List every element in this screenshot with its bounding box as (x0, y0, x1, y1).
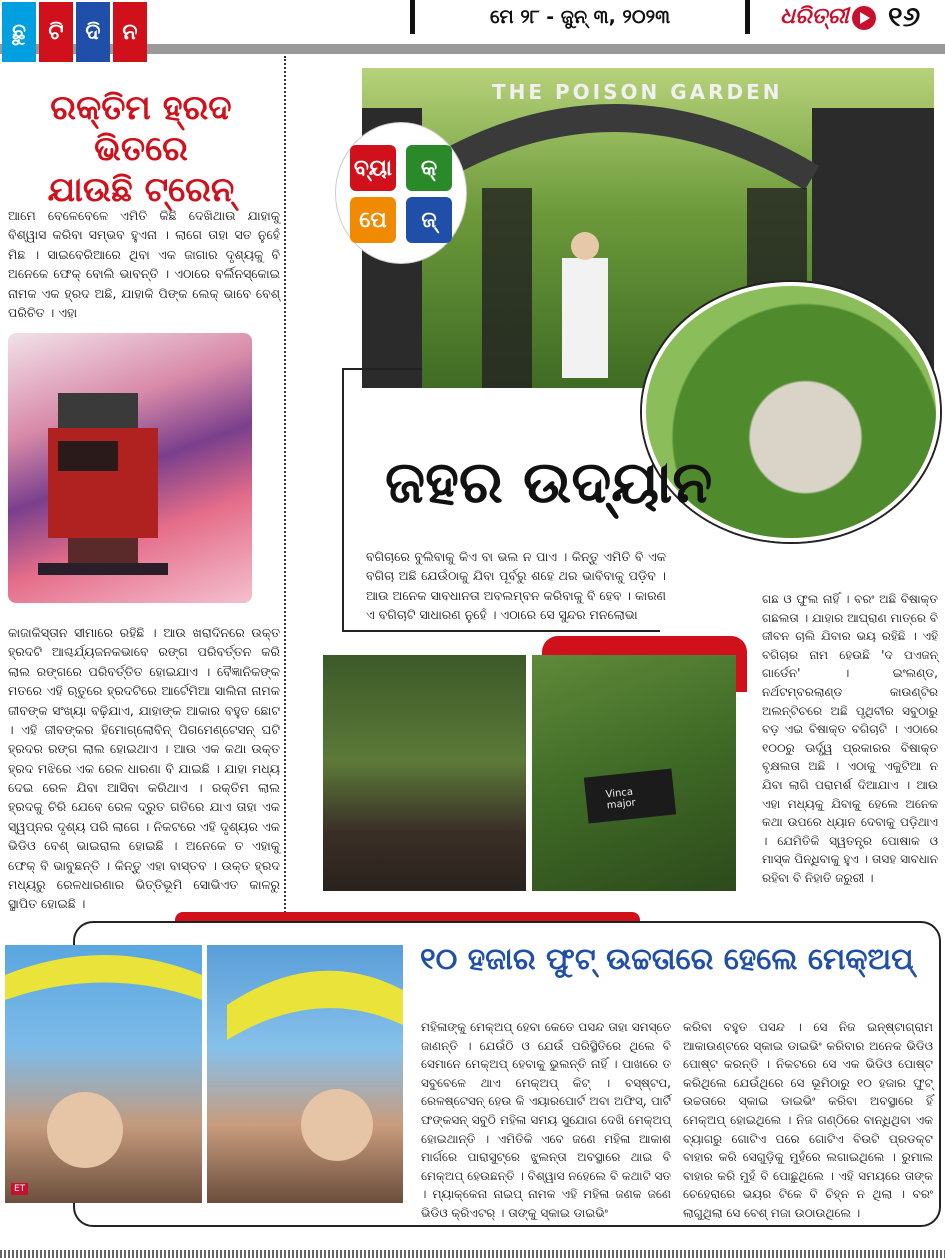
parachute-illustration-2 (207, 945, 403, 1203)
headline-rule-bottom (342, 630, 660, 632)
poison-garden-intro: ବଗିଚାରେ ବୁଲିବାକୁ କିଏ ବା ଭଲ ନ ପାଏ । କିନ୍ତୁ ଏମିତି ବି ଏକ ବଗିଚା ଅଛି ଯେଉଁଠାକୁ ଯିବା ପୂର୍ବରୁ ଶହେ ଥର ଭାବିବାକୁ ପଡ଼ିବ । ଆଉ ଅନେକ ସାବଧାନତା ଅବଲମ୍ବନ କରିବାକୁ ବି ହେବ । କାରଣ ଏ ବଗିଚାଟି ସାଧାରଣ ନୁହେଁ । ଏଠାରେ ସେ ସୁନ୍ଦର ମନଲୋଭା (366, 549, 666, 623)
page-number: ୧୬ (888, 0, 921, 33)
headline-rule-vertical (342, 368, 344, 632)
badge-tile-1: ବ୍ୟା (350, 145, 396, 191)
badge-tile-2: କ୍ (406, 145, 452, 191)
poison-garden-sign: THE POISON GARDEN (492, 80, 783, 104)
photo-credit: ET (11, 1183, 28, 1195)
brand-logo: ଧରିତ୍ରୀ (780, 4, 849, 29)
badge-tile-3: ପେ (350, 197, 396, 243)
parachute-illustration-1 (5, 945, 202, 1203)
section-tile-2: ଟି (39, 2, 73, 62)
skydiver-photo-1 (5, 945, 202, 1203)
left-headline-line2: ଯାଉଛି ଟ୍ରେନ୍ (47, 169, 235, 210)
skydiver-photo-2 (207, 945, 403, 1203)
makeup-col-2: କରିବା ବହୁତ ପସନ୍ଦ । ସେ ନିଜ ଇନ୍‌ଷ୍ଟାଗ୍ରାମ ଆକାଉଣ୍ଟରେ ସ୍କାଇ ଡାଇଭିଂ କରିବାର ଅନେକ ଭିଡିଓ ପୋଷ୍ଟ କରନ୍ତି । ନିକଟରେ ସେ ଏକ ଭିଡିଓ ପୋଷ୍ଟ କରିଥିଲେ ଯେଉଁଥିରେ ସେ ଭୂମିଠାରୁ ୧୦ ହଜାର ଫୁଟ୍ ଉଚ୍ଚତାରେ ସ୍କାଇ ଡାଇଭିଂ କରିବା ଅବସ୍ଥାରେ ହିଁ ମେକ୍‌ଅପ୍ ହୋଇଥିଲେ । ନିଜ ଗଣ୍ଠିରେ ବାନ୍ଧିଥିବା ଏକ ବ୍ୟାଗରୁ ଗୋଟିଏ ପରେ ଗୋଟିଏ ବିଉଟି ପ୍ରଡକ୍ଟ ବାହାର କରି ସେଗୁଡ଼ିକୁ ମୁହଁରେ ଲଗାଇଥିଲେ । ରୁମାଲ ବାହାର କରି ମୁହଁ ବି ପୋଛୁଥିଲେ । ଏହି ସମୟରେ ତାଙ୍କ ଚେହେରାରେ ଭୟର ଟିକେ ବି ଚିହ୍ନ ନ ଥିଲା । ବରଂ ଲାଗୁଥିଲା ସେ ବେଶ୍ ମଜା ଉଠାଉଥିଲେ । (683, 1020, 933, 1220)
section-tile-3: ଦି (76, 2, 110, 62)
plant-label-line2: major (606, 797, 637, 812)
footer-stripe (0, 1250, 945, 1258)
column-divider (284, 56, 286, 916)
play-icon (852, 6, 876, 30)
back-page-badge (335, 122, 467, 264)
section-tile-4: ନ (113, 2, 147, 62)
left-headline-line1: ରକ୍ତିମ ହ୍ରଦ ଭିତରେ (50, 88, 232, 169)
left-headline (4, 88, 278, 210)
plant-label-line1: Vinca (605, 786, 634, 801)
plant-label-sign (584, 769, 676, 824)
headline-rule-top (342, 368, 422, 370)
pink-lake-train-photo (8, 333, 252, 603)
poison-garden-continuation: ଗଛ ଓ ଫୁଲ ନାହିଁ । ବରଂ ଅଛି ବିଷାକ୍ତ ଗଛଲତା । ଯାହାର ଆଘ୍ରାଣ ମାତ୍ରେ ବି ଜୀବନ ଚାଲି ଯିବାର ଭୟ ରହିଛି । ଏହି ବଗିଚାର ନାମ ହେଉଛି 'ଦ ପଏଜନ୍ ଗାର୍ଡେନ' । ଇଂଲଣ୍ଡ, ନର୍ଥଟମ୍ବରଲାଣ୍ଡ କାଉଣ୍ଟିର ଅଲନ୍ଟିଚରେ ଅଛି ପୃଥିବୀର ସବୁଠାରୁ ବଡ଼ ଏଇ ବିଷାକ୍ତ ବଗିଚାଟି । ଏଠାରେ ୧୦୦ରୁ ଊର୍ଦ୍ଧ୍ୱ ପ୍ରକାରର ବିଷାକ୍ତ ବୃକ୍ଷଲତା ଅଛି । ଏଠାକୁ ଏକୁଟିଆ ନ ଯିବା ଲାଗି ପରାମର୍ଶ ଦିଆଯାଏ । ଆଉ ଏହା ମଧ୍ୟକୁ ଯିବାକୁ ହେଲେ ଅନେକ କଥା ଉପରେ ଧ୍ୟାନ ଦେବାକୁ ପଡ଼ିଥାଏ । ଯେମିତିକି ସ୍ୱତନ୍ତ୍ର ପୋଷାକ ଓ ମାସ୍କ ପିନ୍ଧିବାକୁ ହୁଏ । ତାସହ ସାବଧାନ ରହିବା ବି ନିହାତି ଜରୁରୀ । (762, 592, 938, 885)
train-illustration (8, 333, 252, 603)
issue-date: ମେ ୨୮ - ଜୁନ୍ ୩, ୨୦୨୩ (410, 0, 750, 34)
section-tile-1: ଛୁ (2, 2, 36, 62)
left-para-1: ଆମେ ବେଳେବେଳେ ଏମିତି କିଛି ଦେଖିଥାଉ ଯାହାକୁ ବିଶ୍ୱାସ କରିବା ସମ୍ଭବ ହୁଏନା । ଲାଗେ ତାହା ସତ ନୁହେଁ ମିଛ । ସାଇବେରିଆରେ ଥିବା ଏକ ଜାଗାର ଦୃଶ୍ୟକୁ ବି ଅନେକେ ଫେକ୍ ବୋଲି ଭାବନ୍ତି । ଏଠାରେ ବର୍ଲିନସ୍କୋଇ ନାମକ ଏକ ହ୍ରଦ ଅଛି, ଯାହାକି ପିଙ୍କ ଲେକ୍ ଭାବେ ବେଶ୍ ପରିଚିତ । ଏହା (8, 208, 280, 320)
makeup-col-1: ମହିଳାଙ୍କୁ ମେକ୍‌ଅପ୍ ହେବା କେତେ ପସନ୍ଦ ତାହା ସମସ୍ତେ ଜାଣନ୍ତି । ଯେଉଁଠି ଓ ଯେଉଁ ପରିସ୍ଥିତିରେ ଥିଲେ ବି ସେମାନେ ମେକ୍‌ଅପ୍ ହେବାକୁ ଭୁଲନ୍ତି ନାହିଁ । ପାଖରେ ତ ସବୁବେଳେ ଥାଏ ମେକ୍‌ଅପ୍ କିଟ୍ । ବସ୍‌ଷ୍ଟପ, ରେଳଷ୍ଟେସନ୍ ହେଉ କି ଏୟାରପୋର୍ଟ ଅବା ଅଫିସ୍, ପାର୍ଟି ଫଙ୍କସନ୍ ସବୁଠି ମହିଳା ସମୟ ସୁଯୋଗ ଦେଖି ମେକ୍‌ଅପ୍ ହୋଇଥାନ୍ତି । ଏମିତିକି ଏବେ ଜଣେ ମହିଳା ଆକାଶ ମାର୍ଗରେ ପାରାସୁଟ୍‌ରେ ଝୁଲନ୍ତା ଅବସ୍ଥାରେ ଥାଇ ବି ମେକ୍‌ଅପ୍ ହେଉଛନ୍ତି । ବିଶ୍ୱାସ ନହେଲେ ବି କଥାଟି ସତ । ମ୍ୟାକ୍‌କେନା ନାଇପ୍ ନାମକ ଏହି ମହିଳା ଜଣକ ଜଣେ ଭିଡିଓ କ୍ରିଏଟର୍ । ତାଙ୍କୁ ସ୍କାଇ ଡାଇଭିଂ (421, 1020, 671, 1220)
makeup-headline: ୧୦ ହଜାର ଫୁଟ୍ ଉଚ୍ଚତାରେ ହେଲେ ମେକ୍‌ଅପ୍ (420, 942, 914, 977)
left-para-2: କାଜାକିସ୍ତାନ ସୀମାରେ ରହିଛି । ଆଉ ଖରାଦିନରେ ଉକ୍ତ ହ୍ରଦଟି ଆଶ୍ଚର୍ଯ୍ୟଜନକଭାବେ ରଙ୍ଗ ପରିବର୍ତ୍ତନ କରି ଲାଲ ରଙ୍ଗରେ ପରିବର୍ତ୍ତିତ ହୋଇଯାଏ । ବୈଜ୍ଞାନିକଙ୍କ ମତରେ ଏହି ଋତୁରେ ହ୍ରଦଟିରେ ଆର୍ଟେମିଆ ସାଲିନା ନାମକ ଜୀବଙ୍କ ସଂଖ୍ୟା ବଢ଼ିଯାଏ, ଯାହାଙ୍କ ଆକାର ବହୁତ ଛୋଟ । ଏହି ଜୀବଙ୍କର ହିମୋଗ୍ଲୋବିନ୍ ପିଗମେଣ୍ଟେସନ୍ ଘଟି ହ୍ରଦର ରଙ୍ଗ ଲାଲ ହୋଇଥାଏ । ଆଉ ଏକ କଥା ଉକ୍ତ ହ୍ରଦ ମଝିରେ ଏକ ରେଳ ଧାରଣା ବି ଯାଇଛି । ଯାହା ମଧ୍ୟ ଦେଇ ରେଳ ଯିବା ଆସିବା କରିଥାଏ । ରକ୍ତିମ ଲାଲ ହ୍ରଦକୁ ଚିରି ଯେବେ ରେଳ ଦ୍ରୁତ ଗତିରେ ଯାଏ ତାହା ଏକ ସ୍ୱପ୍ନର ଦୃଶ୍ୟ ପରି ଲାଗେ । ନିକଟରେ ଏହି ଦୃଶ୍ୟର ଏକ ଭିଡିଓ ବେଶ୍ ଭାଇରାଲ ହୋଇଛି । ଅନେକେ ତ ଏହାକୁ ଫେକ୍ ବି ଭାବୁଛନ୍ତି । କିନ୍ତୁ ଏହା ବାସ୍ତବ । ଉକ୍ତ ହ୍ରଦ ମଧ୍ୟରୁ ରେଳଧାରଣାର ଭିତ୍ତିଭୂମି ସୋଭିଏତ କାଳରୁ ସ୍ଥାପିତ ହୋଇଛି । (8, 625, 280, 912)
shrub-photo (323, 655, 526, 891)
badge-tile-4: ଜ୍ (406, 197, 452, 243)
poison-garden-headline: ଜହର ଉଦ୍ୟାନ (385, 448, 713, 516)
vinca-plant-photo (532, 655, 736, 891)
